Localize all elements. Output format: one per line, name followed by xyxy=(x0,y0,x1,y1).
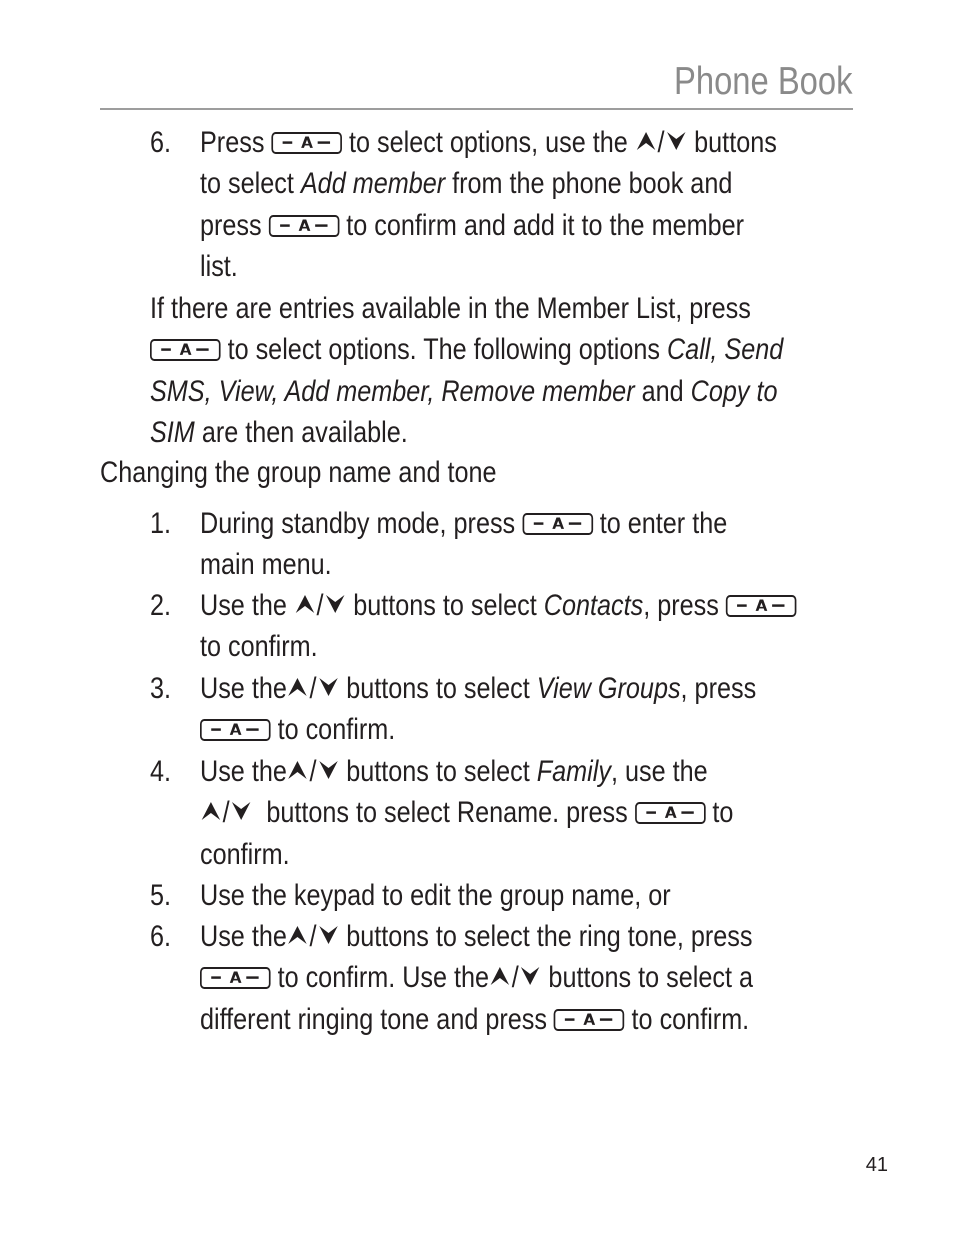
intro-item-number: 6. xyxy=(150,126,172,159)
step-5-text xyxy=(200,875,671,916)
text-fragment: to select xyxy=(200,167,294,201)
up-down-arrows-icon: / xyxy=(489,957,541,998)
text-fragment: to confirm. xyxy=(200,630,318,664)
text-fragment: buttons xyxy=(694,126,777,159)
group-family: Family xyxy=(536,755,611,788)
section-heading: Changing the group name and tone xyxy=(100,456,497,489)
select-key-icon xyxy=(200,967,271,989)
text-fragment: Use the xyxy=(200,672,287,705)
text-fragment: Use the xyxy=(200,755,287,788)
text-fragment: buttons to select Rename. press xyxy=(266,796,628,830)
up-down-arrows-icon: / xyxy=(287,751,339,792)
text-fragment: During standby mode, press xyxy=(200,507,516,540)
select-key-icon xyxy=(150,339,221,361)
up-down-arrows-icon: / xyxy=(287,916,339,957)
step-4-text xyxy=(200,751,733,875)
text-fragment: buttons to select xyxy=(353,589,537,622)
text-fragment: list. xyxy=(200,249,238,283)
options-list: Copy to xyxy=(690,374,778,408)
text-fragment: Use the xyxy=(200,920,287,953)
options-list: SIM xyxy=(150,415,195,449)
select-key-icon xyxy=(554,1009,625,1031)
step-number: 5. xyxy=(150,879,172,912)
text-fragment: to confirm. xyxy=(631,1002,750,1036)
text-fragment: confirm. xyxy=(200,837,290,871)
intro-item-text xyxy=(200,122,777,287)
step-6-text xyxy=(200,916,753,1040)
page-number: 41 xyxy=(865,1154,888,1176)
text-fragment: press xyxy=(200,208,262,242)
text-fragment: to xyxy=(712,796,734,830)
text-fragment: to confirm. Use the xyxy=(277,961,490,995)
up-down-arrows-icon: / xyxy=(287,668,339,709)
text-fragment: to enter the xyxy=(599,507,728,540)
select-key-icon xyxy=(635,802,706,824)
text-fragment: Use the keypad to edit the group name, or xyxy=(200,879,671,912)
text-fragment: are then available. xyxy=(201,415,408,449)
select-key-icon xyxy=(200,719,271,741)
text-fragment: and xyxy=(641,374,684,408)
step-3-text xyxy=(200,668,756,751)
options-list: Call, Send xyxy=(666,333,784,367)
text-fragment: to confirm. xyxy=(277,713,396,747)
text-fragment: to confirm and add it to the member xyxy=(346,208,745,242)
text-fragment: , press xyxy=(680,672,757,705)
text-fragment: buttons to select the ring tone, press xyxy=(346,920,753,953)
member-list-paragraph xyxy=(150,288,783,453)
text-fragment: buttons to select xyxy=(346,755,530,788)
page-header xyxy=(100,58,853,110)
text-fragment: different ringing tone and press xyxy=(200,1002,547,1036)
select-key-icon xyxy=(269,215,340,237)
step-1-text xyxy=(200,503,727,586)
text-fragment: to select options, use the xyxy=(348,126,628,159)
text-fragment: Use the xyxy=(200,589,287,622)
text-fragment: If there are entries available in the Member List, press xyxy=(150,292,751,325)
menu-item-contacts: Contacts xyxy=(543,589,644,622)
option-add-member: Add member xyxy=(300,167,446,201)
select-key-icon xyxy=(271,132,342,154)
text-fragment: buttons to select a xyxy=(548,961,753,995)
step-number: 1. xyxy=(150,507,172,540)
text-fragment: main menu. xyxy=(200,548,332,582)
menu-item-view-groups: View Groups xyxy=(536,672,681,705)
text-fragment: buttons to select xyxy=(346,672,530,705)
text-fragment: from the phone book and xyxy=(452,167,733,201)
step-number: 6. xyxy=(150,920,172,953)
text-fragment: Press xyxy=(200,126,265,159)
text-fragment: , use the xyxy=(610,755,708,788)
select-key-icon xyxy=(726,595,797,617)
step-2-text xyxy=(200,585,796,668)
up-down-arrows-icon: / xyxy=(294,585,346,626)
step-number: 2. xyxy=(150,589,172,622)
step-number: 4. xyxy=(150,755,172,788)
up-down-arrows-icon: / xyxy=(200,792,252,833)
text-fragment: , press xyxy=(643,589,719,622)
text-fragment: to select options. The following options xyxy=(227,333,660,367)
select-key-icon xyxy=(522,513,593,535)
page-title: Phone Book xyxy=(674,60,853,103)
up-down-arrows-icon: / xyxy=(635,122,687,163)
step-number: 3. xyxy=(150,672,172,705)
options-list: SMS, View, Add member, Remove member xyxy=(150,374,635,408)
